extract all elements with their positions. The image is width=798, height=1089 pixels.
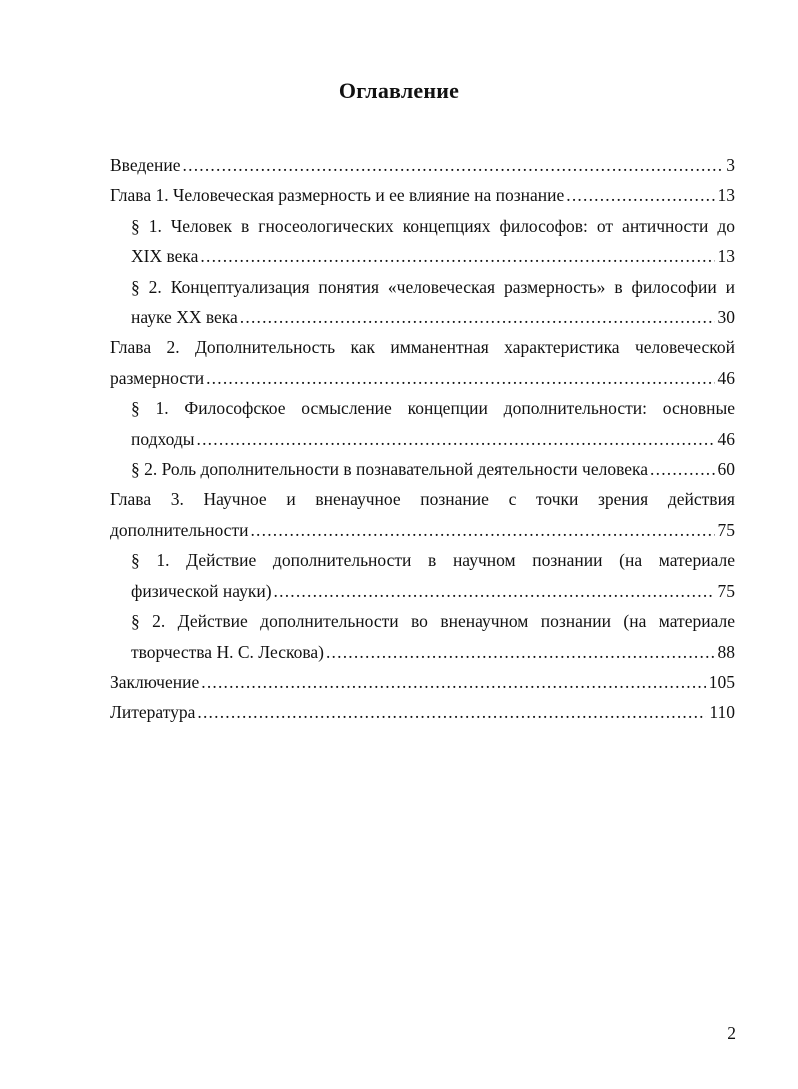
dot-leader bbox=[197, 697, 706, 727]
page-title: Оглавление bbox=[338, 78, 460, 103]
toc-entry-literature[interactable] bbox=[110, 697, 735, 727]
dot-leader bbox=[250, 515, 714, 545]
toc-entry-page: 75 bbox=[717, 519, 735, 540]
page-number: 2 bbox=[727, 1023, 736, 1043]
toc-entry-page: 60 bbox=[717, 459, 735, 480]
dot-leader bbox=[200, 241, 714, 271]
toc-entry-title-line-2: творчества Н. С. Лескова) bbox=[131, 641, 324, 662]
toc-entry-title-line-2: науке XX века bbox=[131, 307, 238, 328]
toc-entry-page: 88 bbox=[717, 641, 735, 662]
dot-leader bbox=[197, 424, 715, 454]
dot-leader bbox=[240, 302, 715, 332]
toc-entry-conclusion[interactable] bbox=[110, 667, 735, 697]
toc-entry-chapter-1[interactable] bbox=[110, 180, 735, 210]
toc-entry-title-line-2: дополнительности bbox=[110, 519, 249, 540]
toc-entry-chapter-1-section-1[interactable] bbox=[110, 211, 735, 272]
toc-entry-chapter-3[interactable] bbox=[110, 484, 735, 545]
dot-leader bbox=[274, 576, 715, 606]
toc-entry-title-line-2: физической науки) bbox=[131, 580, 272, 601]
toc-entry-title: Введение bbox=[110, 155, 181, 175]
toc-entry-title-line-1: § 2. Действие дополнительности во вненаучном познании (на материале bbox=[131, 611, 735, 632]
toc-entry-chapter-2-section-2[interactable] bbox=[110, 454, 735, 484]
dot-leader bbox=[201, 667, 706, 697]
toc-entry-page: 105 bbox=[708, 671, 735, 692]
toc-entry-title-line-1: Глава 2. Дополнительность как имманентная характеристика человеческой bbox=[110, 337, 735, 358]
toc-entry-title-line-1: § 1. Человек в гносеологических концепциях философов: от античности до bbox=[131, 215, 735, 236]
toc-entry-title: Литература bbox=[110, 702, 196, 723]
toc-entry-page: 13 bbox=[717, 246, 735, 267]
toc-entry-introduction[interactable] bbox=[110, 150, 735, 180]
dot-leader bbox=[650, 454, 714, 484]
toc-entry-page: 110 bbox=[709, 702, 735, 723]
toc-entry-page: 46 bbox=[717, 428, 735, 449]
toc-entry-title-line-1: Глава 3. Научное и вненаучное познание с точки зрения действия bbox=[110, 489, 735, 510]
toc-entry-title-line-2: подходы bbox=[131, 428, 195, 449]
toc-entry-page: 46 bbox=[717, 367, 735, 388]
toc-entry-page: 3 bbox=[726, 155, 735, 175]
dot-leader bbox=[326, 637, 715, 667]
toc-entry-chapter-3-section-1[interactable] bbox=[110, 545, 735, 606]
table-of-contents bbox=[110, 150, 735, 728]
toc-entry-chapter-2-section-1[interactable] bbox=[110, 393, 735, 454]
toc-entry-title: Глава 1. Человеческая размерность и ее влияние на познание bbox=[110, 185, 565, 206]
dot-leader bbox=[183, 150, 724, 180]
toc-entry-title-line-2: XIX века bbox=[131, 246, 199, 267]
toc-entry-title: Заключение bbox=[110, 671, 200, 692]
toc-entry-title-line-1: § 2. Концептуализация понятия «человеческая размерность» в философии и bbox=[131, 276, 735, 297]
dot-leader bbox=[206, 363, 714, 393]
toc-entry-chapter-2[interactable] bbox=[110, 332, 735, 393]
toc-entry-page: 75 bbox=[717, 580, 735, 601]
toc-entry-title-line-2: размерности bbox=[110, 367, 205, 388]
toc-entry-page: 30 bbox=[717, 307, 735, 328]
toc-entry-page: 13 bbox=[717, 185, 735, 206]
dot-leader bbox=[566, 180, 714, 210]
toc-entry-title-line-1: § 1. Философское осмысление концепции дополнительности: основные bbox=[131, 398, 735, 419]
toc-entry-chapter-3-section-2[interactable] bbox=[110, 606, 735, 667]
toc-entry-chapter-1-section-2[interactable] bbox=[110, 272, 735, 333]
toc-entry-title: § 2. Роль дополнительности в познавательной деятельности человека bbox=[131, 459, 649, 480]
toc-entry-title-line-1: § 1. Действие дополнительности в научном познании (на материале bbox=[131, 550, 735, 571]
